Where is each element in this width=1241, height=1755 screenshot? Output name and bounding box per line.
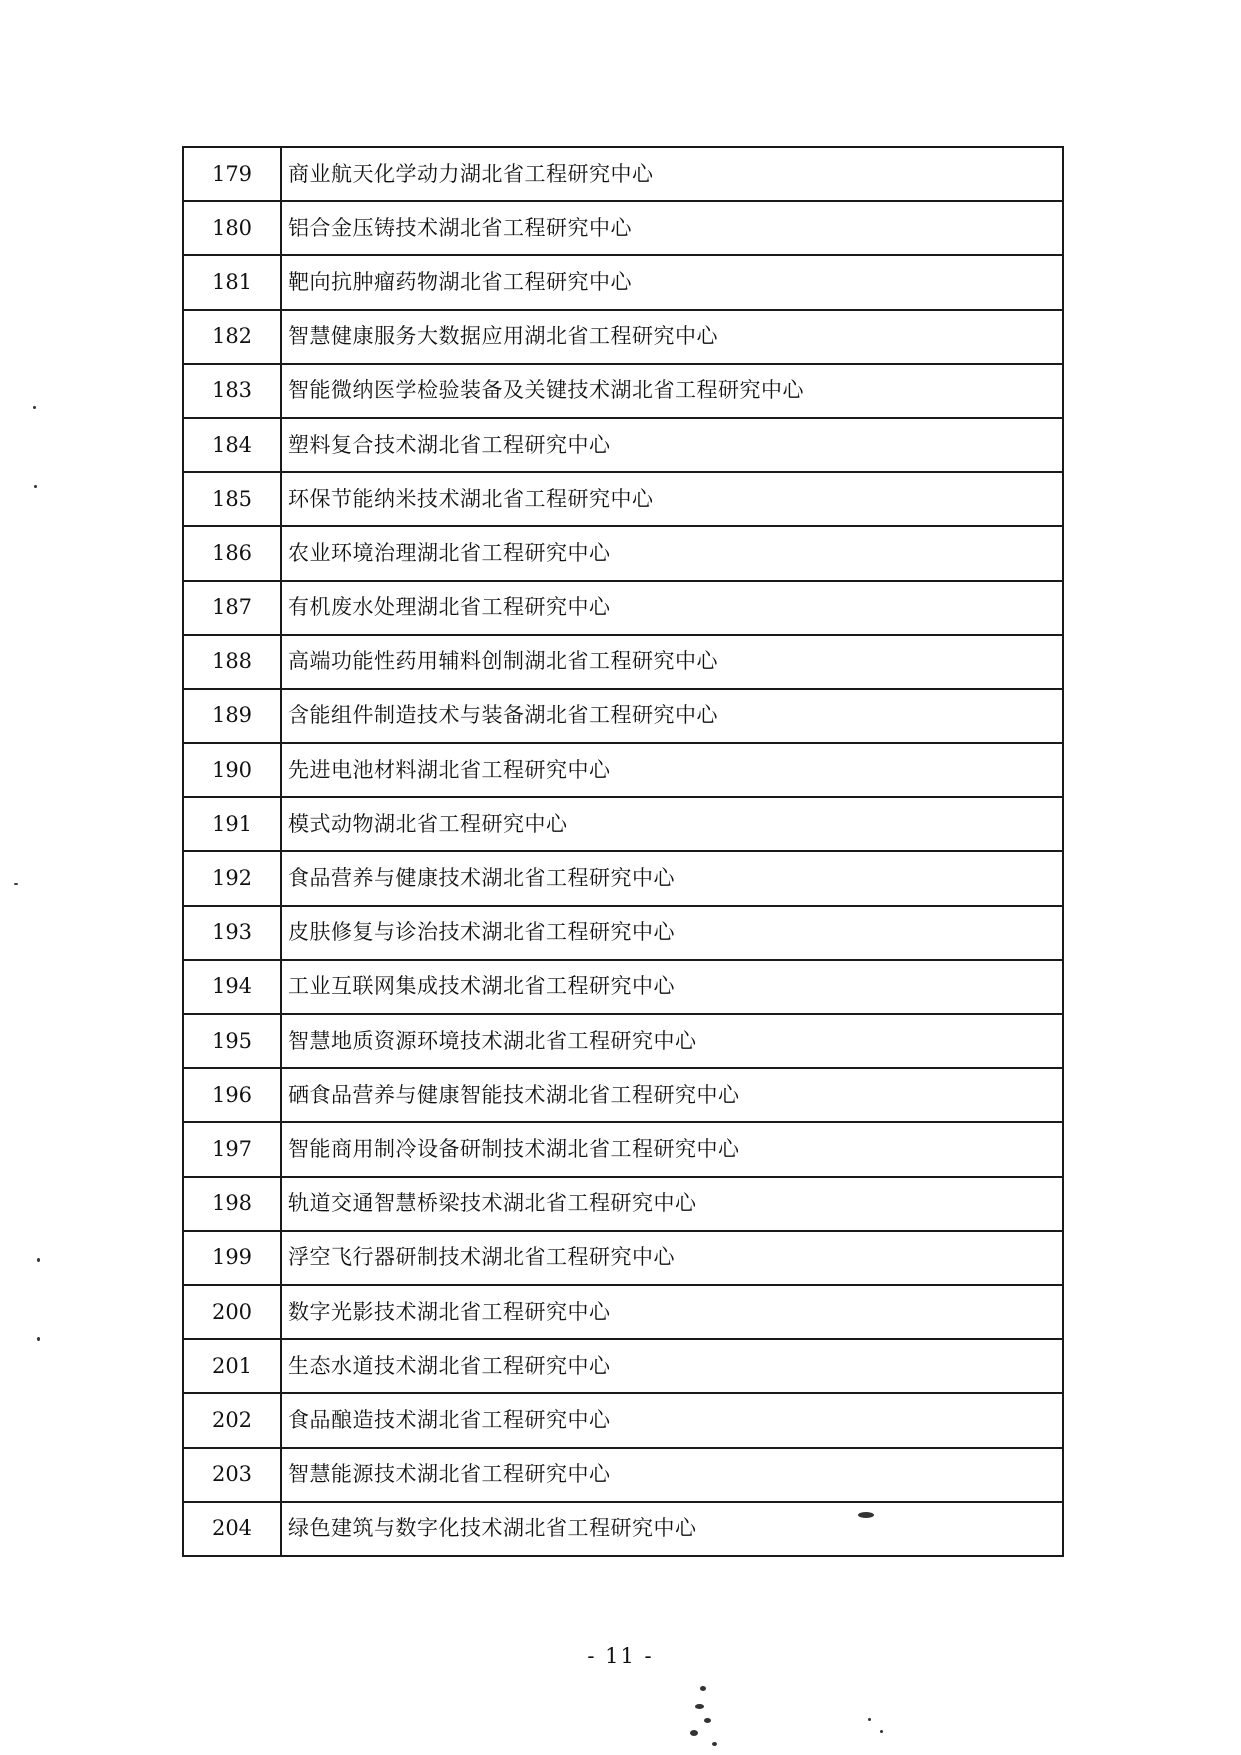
center-name-cell: 硒食品营养与健康智能技术湖北省工程研究中心: [281, 1068, 1063, 1122]
scan-speck: [37, 1258, 40, 1262]
center-name-cell: 生态水道技术湖北省工程研究中心: [281, 1339, 1063, 1393]
center-name-cell: 数字光影技术湖北省工程研究中心: [281, 1285, 1063, 1339]
center-name-cell: 智慧能源技术湖北省工程研究中心: [281, 1448, 1063, 1502]
center-name-cell: 靶向抗肿瘤药物湖北省工程研究中心: [281, 255, 1063, 309]
center-name-cell: 智能微纳医学检验装备及关键技术湖北省工程研究中心: [281, 364, 1063, 418]
row-number-cell: 191: [183, 797, 281, 851]
table-row: [183, 635, 1063, 689]
center-name-cell: 食品酿造技术湖北省工程研究中心: [281, 1393, 1063, 1447]
row-number-cell: 187: [183, 581, 281, 635]
table-row: [183, 689, 1063, 743]
scan-speck: [858, 1512, 874, 1518]
center-name-cell: 农业环境治理湖北省工程研究中心: [281, 526, 1063, 580]
row-number-cell: 203: [183, 1448, 281, 1502]
row-number-cell: 183: [183, 364, 281, 418]
center-name-cell: 智慧健康服务大数据应用湖北省工程研究中心: [281, 310, 1063, 364]
row-number-cell: 188: [183, 635, 281, 689]
scan-speck: [690, 1730, 698, 1736]
center-name-cell: 浮空飞行器研制技术湖北省工程研究中心: [281, 1231, 1063, 1285]
center-name-cell: 绿色建筑与数字化技术湖北省工程研究中心: [281, 1502, 1063, 1556]
row-number-cell: 198: [183, 1177, 281, 1231]
row-number-cell: 190: [183, 743, 281, 797]
table-row: [183, 581, 1063, 635]
scan-speck: [695, 1704, 704, 1709]
row-number-cell: 199: [183, 1231, 281, 1285]
scan-speck: [34, 485, 37, 488]
row-number-cell: 189: [183, 689, 281, 743]
center-name-cell: 模式动物湖北省工程研究中心: [281, 797, 1063, 851]
row-number-cell: 179: [183, 147, 281, 201]
row-number-cell: 201: [183, 1339, 281, 1393]
row-number-cell: 196: [183, 1068, 281, 1122]
row-number-cell: 193: [183, 906, 281, 960]
table-row: [183, 472, 1063, 526]
center-name-cell: 环保节能纳米技术湖北省工程研究中心: [281, 472, 1063, 526]
table-row: [183, 1285, 1063, 1339]
table-row: [183, 1231, 1063, 1285]
row-number-cell: 181: [183, 255, 281, 309]
scan-speck: [704, 1718, 711, 1723]
engineering-center-table: [182, 146, 1064, 1557]
center-name-cell: 智慧地质资源环境技术湖北省工程研究中心: [281, 1014, 1063, 1068]
table-row: [183, 1393, 1063, 1447]
table-row: [183, 1448, 1063, 1502]
scan-speck: [14, 883, 18, 885]
row-number-cell: 202: [183, 1393, 281, 1447]
center-name-cell: 皮肤修复与诊治技术湖北省工程研究中心: [281, 906, 1063, 960]
row-number-cell: 204: [183, 1502, 281, 1556]
scan-speck: [33, 406, 36, 409]
center-name-cell: 含能组件制造技术与装备湖北省工程研究中心: [281, 689, 1063, 743]
table-row: [183, 526, 1063, 580]
row-number-cell: 182: [183, 310, 281, 364]
table-row: [183, 310, 1063, 364]
row-number-cell: 180: [183, 201, 281, 255]
center-name-cell: 铝合金压铸技术湖北省工程研究中心: [281, 201, 1063, 255]
table-row: [183, 364, 1063, 418]
center-name-cell: 智能商用制冷设备研制技术湖北省工程研究中心: [281, 1122, 1063, 1176]
row-number-cell: 184: [183, 418, 281, 472]
table-row: [183, 1177, 1063, 1231]
table-row: [183, 418, 1063, 472]
table-row: [183, 255, 1063, 309]
table-row: [183, 1122, 1063, 1176]
row-number-cell: 192: [183, 851, 281, 905]
table-row: [183, 851, 1063, 905]
scan-speck: [712, 1742, 717, 1746]
row-number-cell: 195: [183, 1014, 281, 1068]
row-number-cell: 186: [183, 526, 281, 580]
row-number-cell: 200: [183, 1285, 281, 1339]
row-number-cell: 185: [183, 472, 281, 526]
center-name-cell: 塑料复合技术湖北省工程研究中心: [281, 418, 1063, 472]
scan-speck: [880, 1730, 883, 1733]
table-body: [183, 147, 1063, 1556]
table-row: [183, 201, 1063, 255]
table-row: [183, 147, 1063, 201]
center-name-cell: 商业航天化学动力湖北省工程研究中心: [281, 147, 1063, 201]
row-number-cell: 194: [183, 960, 281, 1014]
center-name-cell: 先进电池材料湖北省工程研究中心: [281, 743, 1063, 797]
row-number-cell: 197: [183, 1122, 281, 1176]
table-row: [183, 743, 1063, 797]
table-row: [183, 797, 1063, 851]
page-number: - 11 -: [587, 1644, 654, 1668]
center-name-cell: 有机废水处理湖北省工程研究中心: [281, 581, 1063, 635]
scan-speck: [868, 1718, 871, 1721]
table-row: [183, 960, 1063, 1014]
scan-speck: [700, 1686, 706, 1691]
scan-speck: [37, 1337, 40, 1341]
center-name-cell: 工业互联网集成技术湖北省工程研究中心: [281, 960, 1063, 1014]
center-name-cell: 食品营养与健康技术湖北省工程研究中心: [281, 851, 1063, 905]
center-name-cell: 轨道交通智慧桥梁技术湖北省工程研究中心: [281, 1177, 1063, 1231]
table-row: [183, 1502, 1063, 1556]
table-row: [183, 1339, 1063, 1393]
table-row: [183, 906, 1063, 960]
table-row: [183, 1014, 1063, 1068]
table-row: [183, 1068, 1063, 1122]
center-name-cell: 高端功能性药用辅料创制湖北省工程研究中心: [281, 635, 1063, 689]
